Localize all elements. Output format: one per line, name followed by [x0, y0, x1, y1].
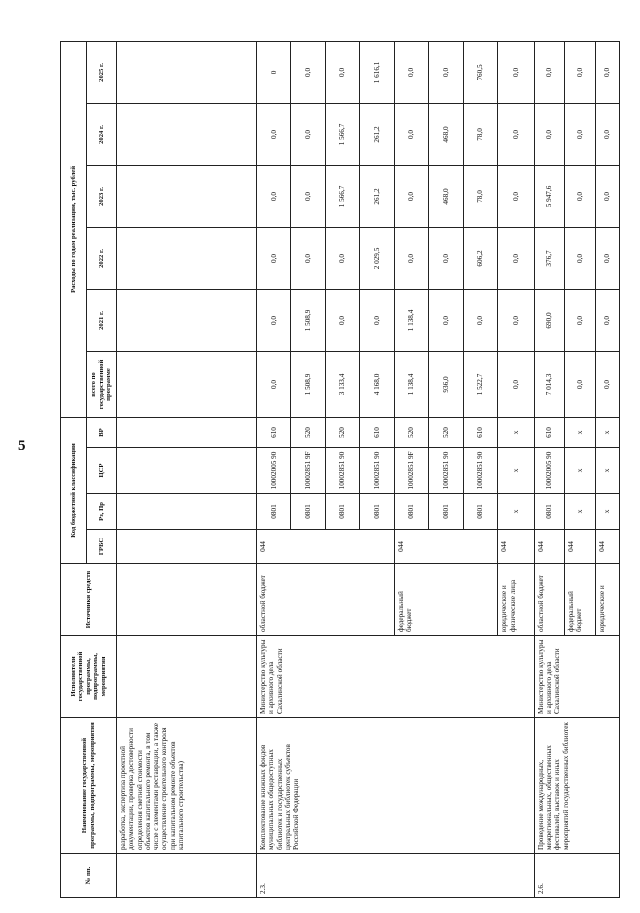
grbs-cell: 044: [498, 530, 535, 564]
header-name: Наименование государственной программы, подпрограммы, мероприятия: [61, 718, 117, 854]
rzpr-cell: 0801: [534, 494, 564, 530]
rzpr-cell: 0801: [429, 494, 463, 530]
vr-cell: 610: [256, 417, 290, 447]
year-cell: 0,0: [325, 227, 359, 289]
year-cell: 1 616,1: [360, 41, 394, 103]
year-cell: 0,0: [498, 289, 535, 351]
year-cell: 78,0: [463, 103, 497, 165]
vr-cell: 610: [463, 417, 497, 447]
year-cell: 1 566,7: [325, 103, 359, 165]
csr-cell: x: [565, 448, 595, 494]
vr-cell: 520: [394, 417, 428, 447]
rzpr-cell: x: [595, 494, 619, 530]
year-cell: 760,5: [463, 41, 497, 103]
total-cell: 0,0: [256, 351, 290, 417]
header-expenses: Расходы по годам реализации, тыс. рублей: [61, 41, 87, 417]
year-cell: 0,0: [325, 41, 359, 103]
vr-cell: 520: [291, 417, 325, 447]
header-grbs: ГРБС: [87, 530, 117, 564]
rzpr-cell: 0801: [360, 494, 394, 530]
year-cell: 0,0: [256, 227, 290, 289]
item-name: Комплектование книжных фондов муниципальных общедоступных библиотек и государственных центральных библиотек субъектов Российской Федерации: [256, 718, 534, 854]
year-cell: 1 138,4: [394, 289, 428, 351]
year-cell: 0,0: [463, 289, 497, 351]
year-cell: 468,0: [429, 165, 463, 227]
grbs-cell: 044: [595, 530, 619, 564]
csr-cell: x: [498, 448, 535, 494]
csr-cell: 10002851 9F: [291, 448, 325, 494]
total-cell: 7 014,3: [534, 351, 564, 417]
year-cell: 0,0: [291, 41, 325, 103]
year-cell: 0,0: [565, 289, 595, 351]
year-cell: 2 029,5: [360, 227, 394, 289]
year-cell: 0,0: [565, 165, 595, 227]
year-cell: 0,0: [595, 41, 619, 103]
item-number: 2.6.: [534, 854, 619, 898]
page-number: 5: [18, 438, 26, 454]
header-year: 2025 г.: [87, 41, 117, 103]
table-row: [534, 41, 564, 897]
vr-cell: 610: [534, 417, 564, 447]
header-vr: ВР: [87, 417, 117, 447]
header-rzpr: Рз, Пр: [87, 494, 117, 530]
year-cell: 261,2: [360, 103, 394, 165]
year-cell: 78,0: [463, 165, 497, 227]
csr-cell: 10002005 90: [256, 448, 290, 494]
csr-cell: 10002851 90: [360, 448, 394, 494]
year-cell: 0,0: [256, 165, 290, 227]
rzpr-cell: 0801: [325, 494, 359, 530]
expenses-table: [60, 41, 620, 898]
total-cell: 1 508,9: [291, 351, 325, 417]
year-cell: 0,0: [595, 289, 619, 351]
header-budget-class: Код бюджетной классификации: [61, 417, 87, 563]
rzpr-cell: x: [498, 494, 535, 530]
total-cell: 4 168,0: [360, 351, 394, 417]
year-cell: 0,0: [394, 41, 428, 103]
year-cell: 0,0: [360, 289, 394, 351]
header-year: 2023 г.: [87, 165, 117, 227]
year-cell: 0,0: [291, 103, 325, 165]
year-cell: 0,0: [565, 227, 595, 289]
total-cell: 3 133,4: [325, 351, 359, 417]
year-cell: 5 947,6: [534, 165, 564, 227]
year-cell: 1 508,9: [291, 289, 325, 351]
rzpr-cell: 0801: [394, 494, 428, 530]
grbs-cell: 044: [534, 530, 564, 564]
year-cell: 376,7: [534, 227, 564, 289]
year-cell: 0,0: [256, 103, 290, 165]
rzpr-cell: 0801: [463, 494, 497, 530]
vr-cell: 520: [325, 417, 359, 447]
year-cell: 261,2: [360, 165, 394, 227]
continuation-row: [117, 41, 257, 897]
csr-cell: x: [595, 448, 619, 494]
year-cell: 0,0: [595, 165, 619, 227]
header-executor: Исполнители государственной программы, подпрограммы, мероприятия: [61, 636, 117, 718]
rotated-table-wrapper: [60, 42, 620, 898]
total-cell: 1 138,4: [394, 351, 428, 417]
total-cell: 0,0: [595, 351, 619, 417]
source-cell: федеральный бюджет: [394, 564, 497, 636]
item-executor: Министерство культуры и архивного дела Сахалинской области: [534, 636, 619, 718]
year-cell: 0,0: [595, 103, 619, 165]
year-cell: 0,0: [291, 165, 325, 227]
vr-cell: 520: [429, 417, 463, 447]
year-cell: 468,0: [429, 103, 463, 165]
source-cell: юридические и физические лица: [498, 564, 535, 636]
year-cell: 0,0: [498, 165, 535, 227]
rzpr-cell: x: [565, 494, 595, 530]
year-cell: 0,0: [565, 103, 595, 165]
header-total: всего по государственной программе: [87, 351, 117, 417]
year-cell: 606,2: [463, 227, 497, 289]
vr-cell: x: [565, 417, 595, 447]
source-cell: областной бюджет: [256, 564, 394, 636]
year-cell: 0,0: [595, 227, 619, 289]
year-cell: 0,0: [394, 103, 428, 165]
cell-no: [117, 854, 257, 898]
year-cell: 0,0: [325, 289, 359, 351]
csr-cell: 10002851 9F: [394, 448, 428, 494]
item-number: 2.3.: [256, 854, 534, 898]
csr-cell: 10002851 90: [325, 448, 359, 494]
rzpr-cell: 0801: [291, 494, 325, 530]
total-cell: 936,0: [429, 351, 463, 417]
year-cell: 0,0: [429, 289, 463, 351]
table-row: [256, 41, 290, 897]
header-no: № пп.: [61, 854, 117, 898]
csr-cell: 10002851 90: [429, 448, 463, 494]
source-cell: федеральный бюджет: [565, 564, 595, 636]
csr-cell: 10002851 90: [463, 448, 497, 494]
item-name: Проведение международных, межрегиональных, общественных фестивалей, выставок и иных мероприятий государственных библиотек: [534, 718, 619, 854]
year-cell: 0,0: [256, 289, 290, 351]
year-cell: 690,0: [534, 289, 564, 351]
grbs-cell: 044: [394, 530, 497, 564]
rzpr-cell: 0801: [256, 494, 290, 530]
year-cell: 0,0: [429, 41, 463, 103]
year-cell: 0,0: [534, 41, 564, 103]
year-cell: 0,0: [498, 41, 535, 103]
vr-cell: x: [595, 417, 619, 447]
year-cell: 0,0: [429, 227, 463, 289]
vr-cell: x: [498, 417, 535, 447]
total-cell: 0,0: [498, 351, 535, 417]
year-cell: 0,0: [291, 227, 325, 289]
header-year: 2024 г.: [87, 103, 117, 165]
header-year: 2022 г.: [87, 227, 117, 289]
item-executor: Министерство культуры и архивного дела Сахалинской области: [256, 636, 534, 718]
total-cell: 0,0: [565, 351, 595, 417]
year-cell: 0: [256, 41, 290, 103]
vr-cell: 610: [360, 417, 394, 447]
year-cell: 0,0: [394, 227, 428, 289]
grbs-cell: 044: [565, 530, 595, 564]
year-cell: 1 566,7: [325, 165, 359, 227]
total-cell: 1 522,7: [463, 351, 497, 417]
year-cell: 0,0: [565, 41, 595, 103]
year-cell: 0,0: [394, 165, 428, 227]
continuation-name: разработка, экспертиза проектной документации, проверка достоверности определения сметной стоимости объектов капитального ремонта, в том числе с элементами реставрации, а также осуществление строительного контроля при капитальном ремонте объектов капитального строительства): [117, 718, 257, 854]
header-year: 2021 г.: [87, 289, 117, 351]
source-cell: юридические и: [595, 564, 619, 636]
source-cell: областной бюджет: [534, 564, 564, 636]
year-cell: 0,0: [498, 103, 535, 165]
csr-cell: 10002005 90: [534, 448, 564, 494]
year-cell: 0,0: [498, 227, 535, 289]
year-cell: 0,0: [534, 103, 564, 165]
header-csr: ЦСР: [87, 448, 117, 494]
header-source: Источники средств: [61, 564, 117, 636]
grbs-cell: 044: [256, 530, 394, 564]
